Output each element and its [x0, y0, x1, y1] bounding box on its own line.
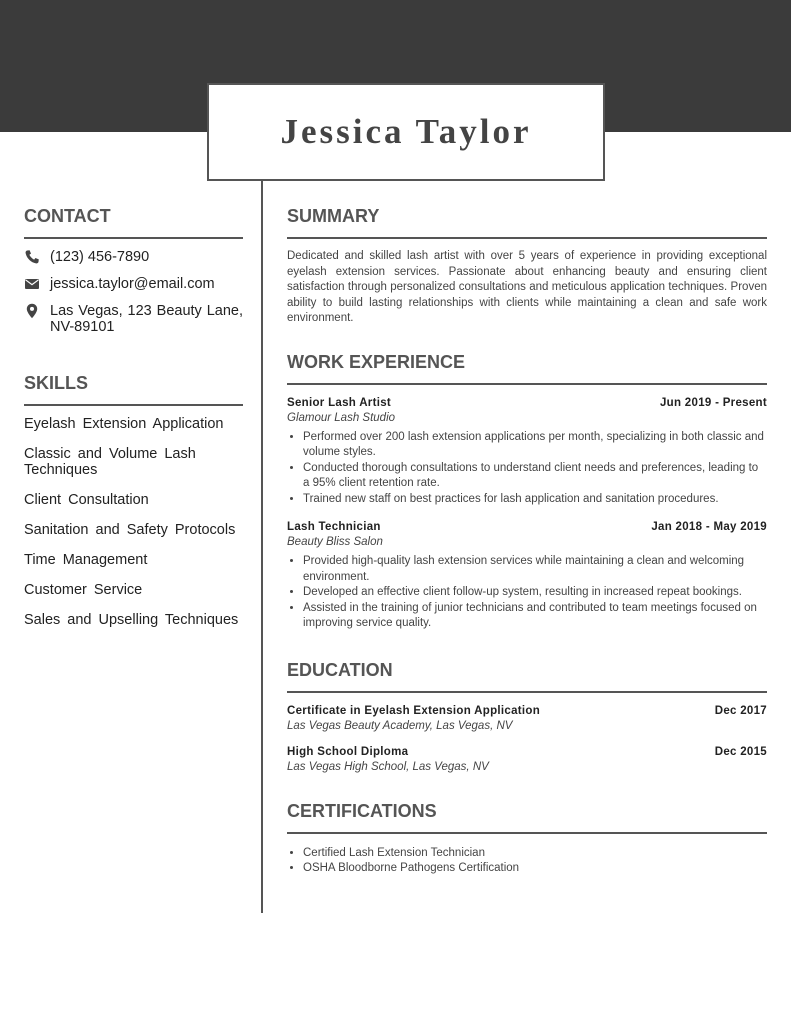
- job-bullet: • Provided high-quality lash extension services while maintaining a clean and welcoming environment.: [303, 554, 767, 585]
- name-box: [207, 83, 605, 181]
- skill-item: Eyelash Extension Application: [24, 416, 224, 432]
- skills-heading: SKILLS: [24, 373, 89, 393]
- education-date: Dec 2015: [714, 745, 767, 758]
- education-section: [287, 660, 767, 773]
- job-dates: Jan 2018 - May 2019: [651, 521, 767, 533]
- education-degree: High School Diploma: [287, 745, 409, 758]
- job-bullet: • Conducted thorough consultations to understand client needs and preferences, leading to a 95% client retention rate.: [303, 461, 767, 492]
- summary-heading: SUMMARY: [287, 206, 380, 226]
- contact-section: [24, 206, 243, 335]
- certifications-section: [287, 801, 767, 877]
- contact-address: [24, 303, 243, 335]
- job-bullet: • Trained new staff on best practices for lash application and sanitation procedures.: [303, 492, 767, 508]
- job-entry: [287, 397, 767, 508]
- experience-rule: [287, 383, 767, 385]
- candidate-name: Jessica Taylor: [280, 112, 532, 151]
- column-divider: [261, 180, 263, 913]
- summary-rule: [287, 237, 767, 239]
- contact-email: [24, 276, 243, 292]
- education-entry: [287, 705, 767, 732]
- skill-item: Time Management: [24, 552, 148, 568]
- job-role: Senior Lash Artist: [287, 396, 392, 409]
- certifications-heading: CERTIFICATIONS: [287, 800, 437, 821]
- education-school: Las Vegas High School, Las Vegas, NV: [287, 760, 489, 773]
- skill-item: Sanitation and Safety Protocols: [24, 522, 236, 538]
- contact-phone: [24, 249, 243, 265]
- job-company: Glamour Lash Studio: [287, 411, 396, 424]
- certification-item: • OSHA Bloodborne Pathogens Certification: [303, 861, 767, 877]
- education-school: Las Vegas Beauty Academy, Las Vegas, NV: [287, 719, 513, 732]
- certification-item: • Certified Lash Extension Technician: [303, 846, 767, 862]
- skill-item: Classic and Volume Lash Techniques: [24, 446, 196, 478]
- education-date: Dec 2017: [714, 704, 767, 717]
- job-bullet: • Assisted in the training of junior technicians and contributed to team meetings focused on improving service quality.: [303, 601, 767, 632]
- map-pin-icon: [24, 303, 40, 319]
- skill-item: Sales and Upselling Techniques: [24, 612, 239, 628]
- job-entry: [287, 521, 767, 632]
- job-dates: Jun 2019 - Present: [659, 396, 767, 409]
- education-rule: [287, 691, 767, 693]
- skills-rule: [24, 404, 243, 406]
- summary-section: [287, 206, 767, 327]
- address-text: Las Vegas, 123 Beauty Lane, NV-89101: [50, 303, 243, 335]
- contact-rule: [24, 237, 243, 239]
- job-bullet: • Performed over 200 lash extension applications per month, specializing in both classic and volume styles.: [303, 430, 767, 461]
- phone-text: (123) 456-7890: [50, 249, 150, 265]
- right-column: [287, 206, 767, 877]
- skill-item: Customer Service: [24, 582, 143, 598]
- experience-section: [287, 352, 767, 632]
- education-degree: Certificate in Eyelash Extension Application: [287, 704, 541, 717]
- skills-section: [24, 373, 243, 628]
- education-heading: EDUCATION: [287, 659, 393, 680]
- job-bullet: • Developed an effective client follow-up system, resulting in increased repeat bookings.: [303, 585, 767, 601]
- skill-item: Client Consultation: [24, 492, 149, 508]
- left-column: [24, 206, 243, 642]
- certifications-rule: [287, 832, 767, 834]
- summary-text: Dedicated and skilled lash artist with over 5 years of experience in providing exceptional eyelash extension services. Passionate about enhancing beauty and ensuring client satisfaction through personalized consultations and meticulous application techniques. Proven ability to build lasting relationships with clients while maintaining a clean and safe work environment.: [287, 250, 767, 324]
- experience-heading: WORK EXPERIENCE: [287, 351, 466, 372]
- contact-heading: CONTACT: [24, 206, 111, 226]
- job-company: Beauty Bliss Salon: [287, 536, 383, 548]
- envelope-icon: [24, 276, 40, 292]
- education-entry: [287, 746, 767, 773]
- email-text[interactable]: jessica.taylor@email.com: [50, 276, 215, 292]
- phone-icon: [24, 249, 40, 265]
- job-role: Lash Technician: [287, 521, 381, 533]
